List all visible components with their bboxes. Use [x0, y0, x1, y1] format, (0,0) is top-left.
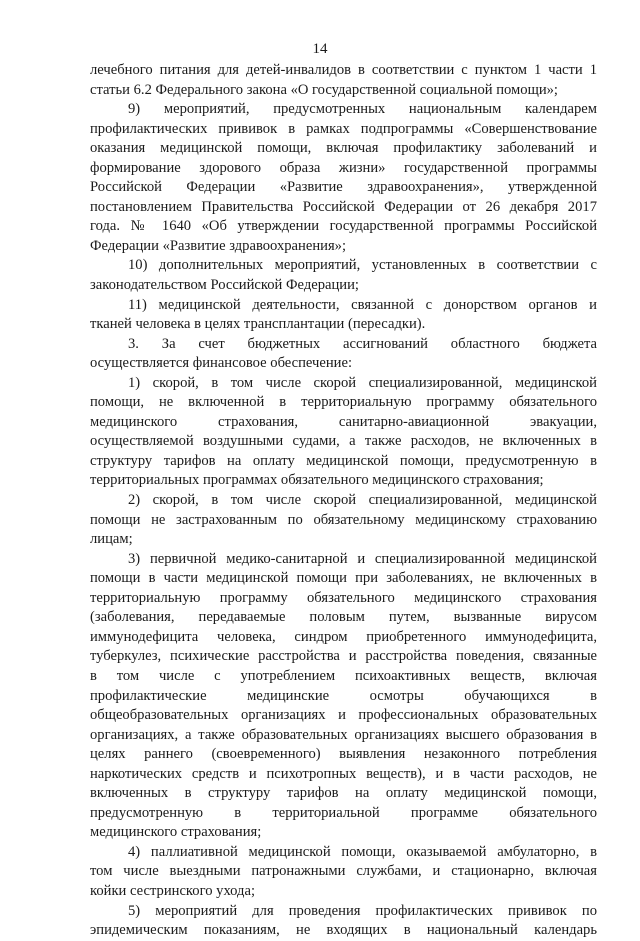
text-line: койки сестринского ухода;	[90, 882, 256, 899]
text-line: организациях, а также образовательных организациях высшего образования в	[90, 726, 597, 743]
text-line: структуру тарифов на оплату медицинской помощи, предусмотренную в	[90, 452, 597, 469]
text-line: помощи, не включенной в территориальную программу обязательного	[90, 394, 597, 411]
text-line: осуществляемой воздушными судами, а также расходов, не включенных в	[90, 433, 597, 450]
text-line: формирование здорового образа жизни» государственной программы	[90, 159, 597, 176]
text-line: осуществляется финансовое обеспечение:	[90, 355, 353, 372]
text-line: 9) мероприятий, предусмотренных национальным календарем	[128, 101, 597, 118]
text-line: 3) первичной медико-санитарной и специализированной медицинской	[128, 550, 597, 567]
text-line: общеобразовательных организациях и профессиональных образовательных	[90, 707, 597, 724]
text-line: (заболевания, передаваемые половым путем, вызванные вирусом	[90, 609, 597, 626]
text-line: медицинского страхования, санитарно-авиационной эвакуации,	[90, 413, 597, 430]
text-line: Федерации «Развитие здравоохранения»;	[90, 237, 347, 254]
text-line: 10) дополнительных мероприятий, установленных в соответствии с	[128, 257, 597, 274]
text-line: медицинского страхования;	[90, 824, 262, 841]
text-line: законодательством Российской Федерации;	[90, 277, 359, 294]
text-line: тканей человека в целях трансплантации (пересадки).	[90, 316, 426, 333]
page-number: 14	[312, 41, 328, 57]
text-line: лечебного питания для детей-инвалидов в соответствии с пунктом 1 части 1	[90, 62, 597, 78]
text-line: оказания медицинской помощи, включая профилактику заболеваний и	[90, 140, 597, 157]
text-line: включенных в структуру тарифов на оплату медицинской помощи,	[90, 785, 597, 802]
text-line: помощи не застрахованным по обязательному медицинскому страхованию	[90, 511, 597, 528]
text-line: 3. За счет бюджетных ассигнований областного бюджета	[128, 335, 597, 352]
text-line: территориальных программах обязательного медицинского страхования;	[90, 472, 544, 489]
text-line: целях раннего (своевременного) выявления незаконного потребления	[90, 746, 597, 763]
text-line: 4) паллиативной медицинской помощи, оказываемой амбулаторно, в	[128, 843, 597, 860]
text-line: статьи 6.2 Федерального закона «О государственной социальной помощи»;	[90, 81, 558, 98]
text-line: эпидемическим показаниям, не входящих в национальный календарь	[90, 922, 597, 939]
text-line: предусмотренную в территориальной программе обязательного	[90, 804, 597, 821]
text-line: в том числе с употреблением психоактивных веществ, включая	[90, 667, 597, 684]
text-line: 1) скорой, в том числе скорой специализированной, медицинской	[128, 374, 597, 391]
text-line: помощи в части медицинской помощи при заболеваниях, не включенных в	[90, 570, 597, 587]
text-line: туберкулез, психические расстройства и расстройства поведения, связанные	[90, 648, 597, 665]
text-line: 11) медицинской деятельности, связанной с донорством органов и	[128, 296, 597, 313]
text-line: профилактических прививок в рамках подпрограммы «Совершенствование	[90, 120, 597, 137]
text-line: том числе выездными патронажными службами, и стационарно, включая	[90, 863, 597, 880]
text-line: года. № 1640 «Об утверждении государственной программы Российской	[90, 218, 597, 235]
text-line: профилактические медицинские осмотры обучающихся в	[90, 687, 597, 704]
text-line: 5) мероприятий для проведения профилактических прививок по	[128, 902, 597, 919]
text-line: наркотических средств и психотропных веществ), и в части расходов, не	[90, 765, 597, 782]
text-line: иммунодефицита человека, синдром приобретенного иммунодефицита,	[90, 628, 597, 645]
text-line: постановлением Правительства Российской Федерации от 26 декабря 2017	[90, 198, 597, 215]
body-text	[90, 61, 597, 941]
text-line: территориальную программу обязательного медицинского страхования	[90, 589, 597, 606]
text-line: Российской Федерации «Развитие здравоохранения», утвержденной	[90, 179, 597, 196]
text-line: 2) скорой, в том числе скорой специализированной, медицинской	[128, 492, 597, 509]
text-line: лицам;	[90, 531, 133, 548]
